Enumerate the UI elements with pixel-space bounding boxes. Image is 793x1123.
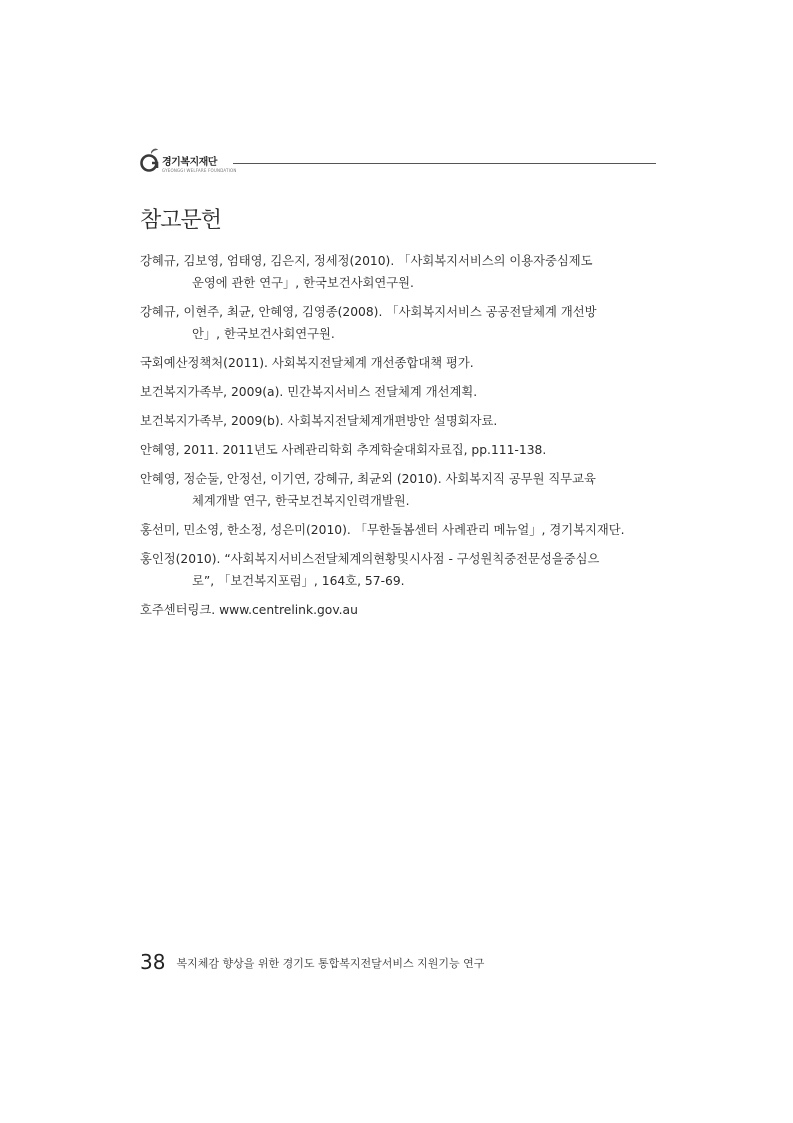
reference-item: [140, 439, 660, 461]
reference-item: [140, 599, 660, 621]
reference-item: [140, 519, 660, 541]
page-header: [140, 148, 656, 178]
reference-text: 호주센터링크. www.centrelink.gov.au: [140, 603, 358, 617]
reference-text: 홍인정(2010). “사회복지서비스전달체계의현황및시사점 - 구성원칙중전문성을중심으: [140, 552, 600, 566]
reference-text: 홍선미, 민소영, 한소정, 성은미(2010). 「무한돌봄센터 사례관리 메뉴얼」, 경기복지재단.: [140, 523, 625, 537]
reference-item: [140, 468, 660, 512]
reference-text-continued: 체계개발 연구, 한국보건복지인력개발원.: [192, 494, 410, 508]
reference-text: 보건복지가족부, 2009(a). 민간복지서비스 전달체계 개선계획.: [140, 385, 478, 399]
reference-item: [140, 250, 660, 294]
reference-item: [140, 301, 660, 345]
reference-text-continued: 로”, 「보건복지포럼」, 164호, 57-69.: [192, 574, 405, 588]
page-footer: [140, 950, 484, 974]
header-divider: [233, 163, 656, 164]
page-number: 38: [140, 950, 166, 974]
org-subtitle: GYEONGGI WELFARE FOUNDATION: [162, 168, 237, 173]
reference-item: [140, 381, 660, 403]
reference-text: 안혜영, 2011. 2011년도 사례관리학회 추계학술대회자료집, pp.111-138.: [140, 443, 547, 457]
reference-text-continued: 운영에 관한 연구」, 한국보건사회연구원.: [192, 276, 414, 290]
reference-item: [140, 352, 660, 374]
foundation-logo-icon: [140, 148, 160, 174]
reference-text: 안혜영, 정순둘, 안정선, 이기연, 강혜규, 최균외 (2010). 사회복지직 공무원 직무교육: [140, 472, 596, 486]
reference-item: [140, 548, 660, 592]
reference-list: [140, 250, 660, 628]
running-title: 복지체감 향상을 위한 경기도 통합복지전달서비스 지원기능 연구: [176, 957, 485, 970]
reference-text: 강혜규, 이현주, 최균, 안혜영, 김영종(2008). 「사회복지서비스 공공전달체계 개선방: [140, 305, 597, 319]
section-title: 참고문헌: [140, 208, 222, 233]
reference-text: 국회예산정책처(2011). 사회복지전달체계 개선종합대책 평가.: [140, 356, 474, 370]
org-name: 경기복지재단: [162, 157, 217, 168]
reference-item: [140, 410, 660, 432]
reference-text: 보건복지가족부, 2009(b). 사회복지전달체계개편방안 설명회자료.: [140, 414, 498, 428]
reference-text-continued: 안」, 한국보건사회연구원.: [192, 327, 335, 341]
reference-text: 강혜규, 김보영, 엄태영, 김은지, 정세정(2010). 「사회복지서비스의 이용자중심제도: [140, 254, 593, 268]
